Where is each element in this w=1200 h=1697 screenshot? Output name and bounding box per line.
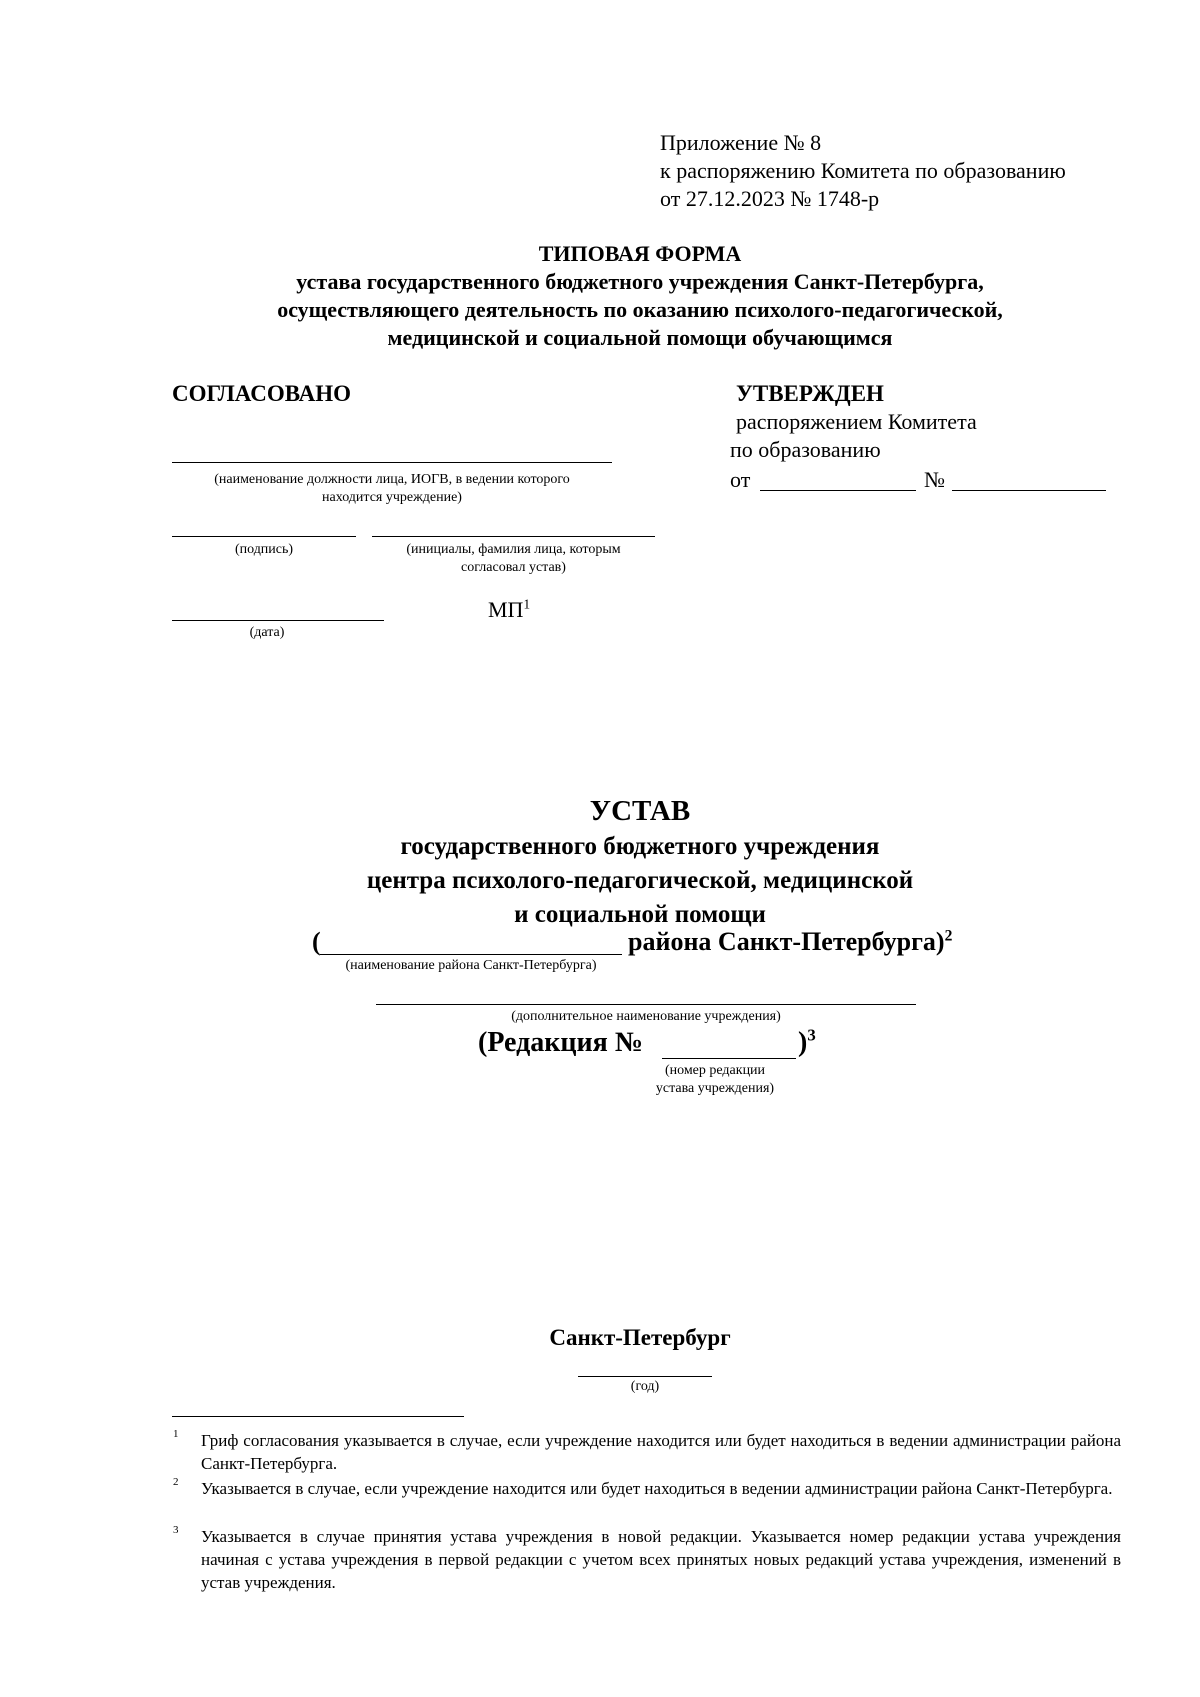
footnote-2-text: Указывается в случае, если учреждение находится или будет находиться в ведении администрации района Санкт-Петербурга. (201, 1479, 1113, 1498)
footnote-3-text: Указывается в случае принятия устава учреждения в новой редакции. Указывается номер редакции устава учреждения начиная с устава учреждения в первой редакции с учетом всех принятых новых редакций устава учреждения, изменений в устав учреждения. (201, 1527, 1121, 1592)
appendix-line-3: от 27.12.2023 № 1748-р (660, 186, 880, 211)
footnote-ref-3: 3 (807, 1025, 816, 1045)
approved-heading: УТВЕРЖДЕН (736, 381, 884, 406)
extra-name-line (376, 1004, 916, 1005)
district-text: района Санкт-Петербурга) (628, 927, 945, 956)
district-caption: (наименование района Санкт-Петербурга) (345, 958, 597, 973)
appendix-line-1: Приложение № 8 (660, 130, 822, 155)
name-caption (372, 541, 655, 577)
edition-close-block (798, 1026, 816, 1060)
charter-line-1: государственного бюджетного учреждения (400, 833, 880, 860)
approved-date-line (760, 490, 916, 491)
position-caption-line-1: (наименование должности лица, ИОГВ, в ведении которого (214, 472, 570, 487)
form-title-line-4: медицинской и социальной помощи обучающимся (387, 325, 893, 350)
signature-caption: (подпись) (234, 542, 294, 557)
footnote-1-number: 1 (173, 1428, 179, 1440)
charter-line-3: и социальной помощи (514, 901, 766, 928)
date-line (172, 620, 384, 621)
city: Санкт-Петербург (549, 1325, 731, 1350)
footnote-2-number: 2 (173, 1476, 179, 1488)
district-text-block (628, 926, 952, 958)
district-open-paren: ( (312, 927, 321, 956)
agreed-heading: СОГЛАСОВАНО (172, 381, 352, 406)
district-line (320, 954, 622, 955)
form-title-line-2: устава государственного бюджетного учреждения Санкт-Петербурга, (296, 269, 984, 294)
form-title (140, 240, 1140, 352)
edition-caption-line-2: устава учреждения) (655, 1081, 775, 1096)
edition-caption-line-1: (номер редакции (664, 1063, 766, 1078)
footnote-separator (172, 1416, 464, 1417)
name-caption-line-1: (инициалы, фамилия лица, которым (406, 542, 621, 557)
approved-line-1: распоряжением Комитета (736, 409, 977, 434)
edition-line (662, 1058, 796, 1059)
approved-from-label: от (730, 467, 751, 492)
position-line (172, 462, 612, 463)
approved-number-label: № (924, 467, 945, 492)
charter-heading (140, 830, 1140, 932)
approved-line-2: по образованию (730, 437, 881, 462)
stamp-text: МП (488, 597, 524, 622)
signature-line (172, 536, 356, 537)
footnote-1-text: Гриф согласования указывается в случае, если учреждение находится или будет находиться в ведении администрации района Санкт-Петербурга. (201, 1431, 1121, 1473)
approved-number-line (952, 490, 1106, 491)
footnote-ref-1: 1 (523, 596, 531, 612)
footnote-ref-2: 2 (944, 927, 953, 945)
name-caption-line-2: согласовал устав) (461, 560, 566, 575)
extra-name-caption: (дополнительное наименование учреждения) (511, 1009, 781, 1024)
year-caption: (год) (630, 1379, 660, 1394)
footnote-3-number: 3 (173, 1524, 179, 1536)
stamp-label (488, 596, 530, 624)
appendix-line-2: к распоряжению Комитета по образованию (660, 158, 1066, 183)
name-line (372, 536, 655, 537)
position-caption-line-2: находится учреждение) (322, 490, 462, 505)
charter-title: УСТАВ (589, 795, 691, 827)
edition-close: ) (798, 1027, 808, 1058)
year-line (578, 1376, 712, 1377)
position-caption (172, 471, 612, 507)
appendix-block (660, 129, 1066, 213)
form-title-line-1: ТИПОВАЯ ФОРМА (538, 241, 742, 266)
date-caption: (дата) (249, 625, 285, 640)
edition-label: (Редакция № (478, 1027, 643, 1058)
edition-caption (620, 1062, 810, 1098)
charter-line-2: центра психолого-педагогической, медицинской (366, 867, 914, 894)
form-title-line-3: осуществляющего деятельность по оказанию психолого-педагогической, (277, 297, 1003, 322)
